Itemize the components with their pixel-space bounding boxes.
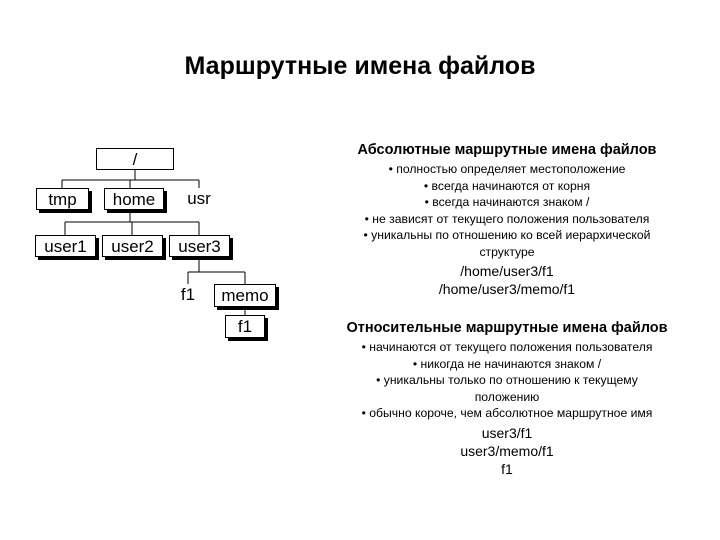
relative-bullet: положению xyxy=(474,389,540,404)
tree-node-user3: user3 xyxy=(169,235,230,257)
tree-node-root: / xyxy=(96,148,174,170)
absolute-example: /home/user3/memo/f1 xyxy=(438,281,576,297)
absolute-bullet: • всегда начинаются знаком / xyxy=(424,195,590,209)
absolute-bullet: • уникальны по отношению ко всей иерархической xyxy=(363,228,651,242)
absolute-bullet: структуре xyxy=(479,244,535,259)
absolute-section xyxy=(326,142,688,298)
absolute-bullet: • всегда начинаются от корня xyxy=(423,178,591,193)
relative-section xyxy=(326,320,688,478)
tree-node-memo-f1: f1 xyxy=(225,315,265,338)
tree-node-user1: user1 xyxy=(35,235,96,257)
absolute-bullet: • не зависят от текущего положения пользователя xyxy=(364,211,650,226)
tree-node-f1: f1 xyxy=(180,285,196,304)
absolute-example: /home/user3/f1 xyxy=(460,263,554,279)
relative-example: user3/memo/f1 xyxy=(460,442,554,459)
slide-title: Маршрутные имена файлов xyxy=(184,52,536,80)
relative-example: user3/f1 xyxy=(481,424,533,441)
relative-example: f1 xyxy=(501,460,513,477)
tree-node-home: home xyxy=(104,188,164,210)
tree-node-memo: memo xyxy=(214,284,276,307)
absolute-heading: Абсолютные маршрутные имена файлов xyxy=(357,142,657,158)
tree-node-user2: user2 xyxy=(102,235,163,257)
tree-node-usr: usr xyxy=(187,189,211,208)
relative-bullet: • начинаются от текущего положения пользователя xyxy=(361,340,653,354)
relative-bullet: • обычно короче, чем абсолютное маршрутное имя xyxy=(361,406,653,420)
relative-heading: Относительные маршрутные имена файлов xyxy=(346,320,668,336)
tree-node-tmp: tmp xyxy=(36,188,89,210)
relative-bullet: • уникальны только по отношению к текущему xyxy=(376,373,638,387)
relative-bullet: • никогда не начинаются знаком / xyxy=(412,356,602,371)
absolute-bullet: • полностью определяет местоположение xyxy=(388,162,626,176)
